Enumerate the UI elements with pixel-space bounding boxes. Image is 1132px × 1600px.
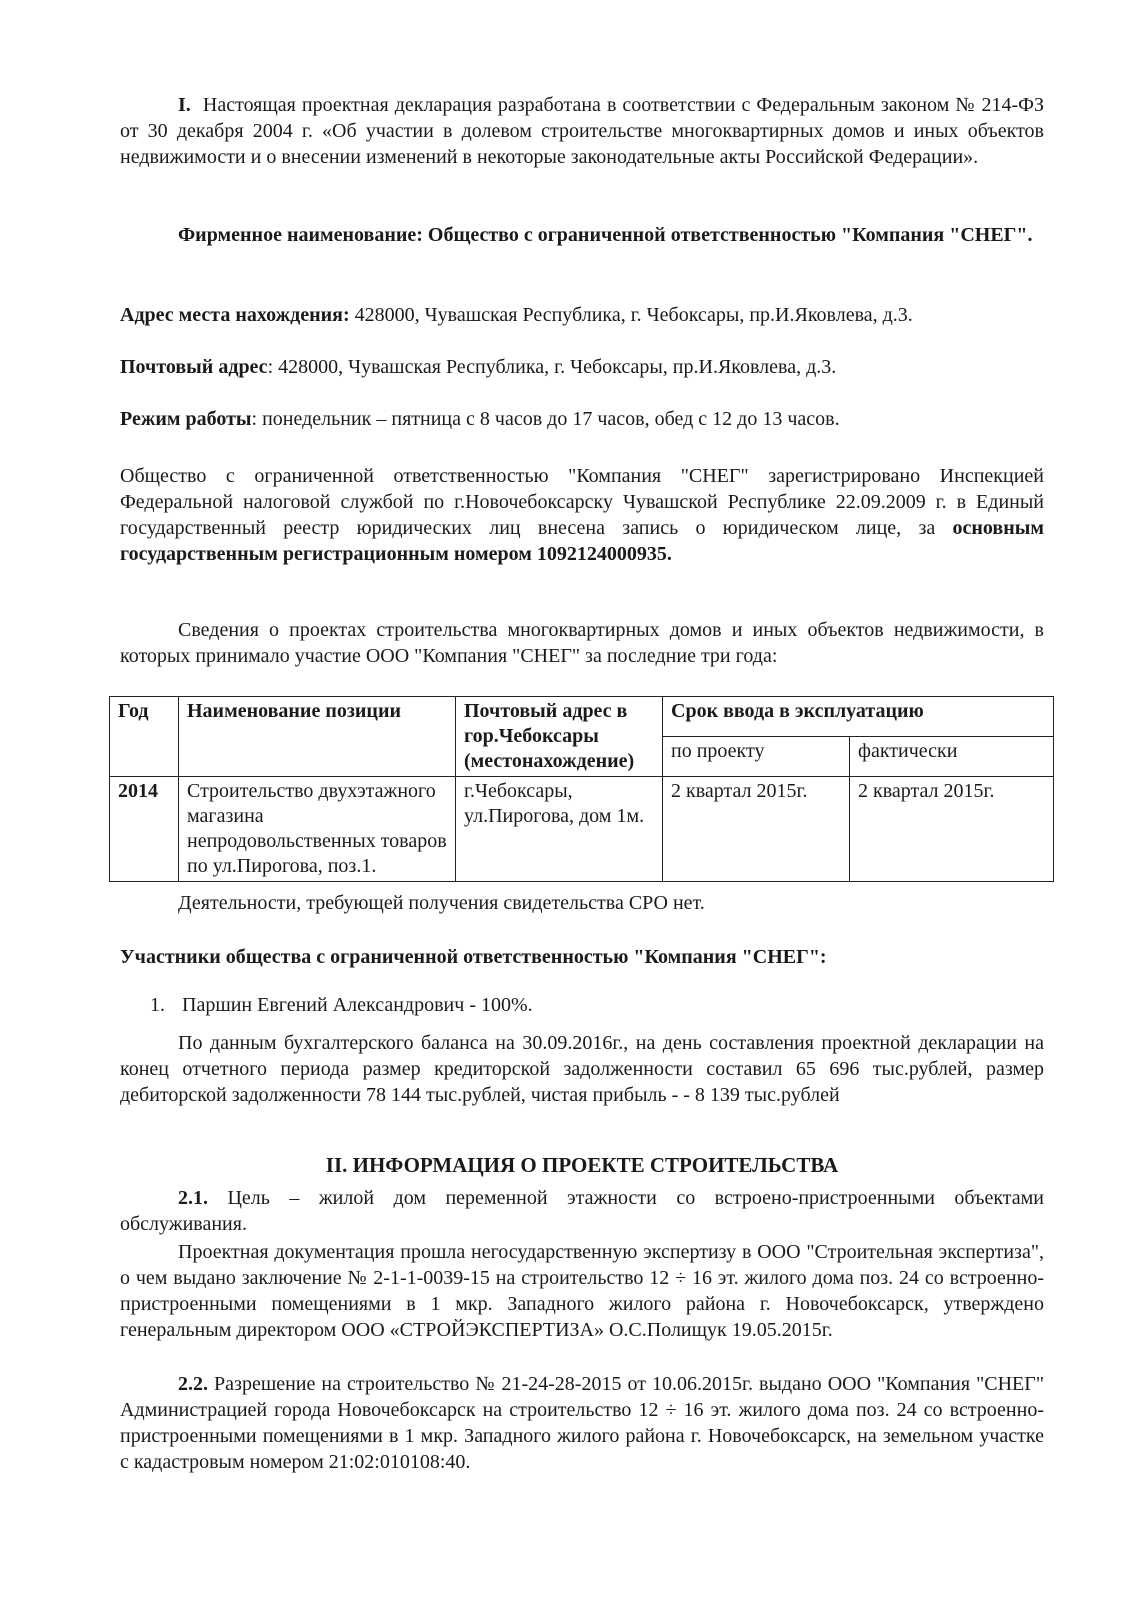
location-address-value: 428000, Чувашская Республика, г. Чебоксары, пр.И.Яковлева, д.3. [354,304,913,326]
postal-address-value: 428000, Чувашская Республика, г. Чебоксары, пр.И.Яковлева, д.3. [278,356,837,378]
firm-name-label: Фирменное наименование [178,224,417,246]
working-hours: Режим работы: понедельник – пятница с 8 часов до 17 часов, обед с 12 до 13 часов. [120,408,840,430]
section-2-title: II. ИНФОРМАЦИЯ О ПРОЕКТЕ СТРОИТЕЛЬСТВА [325,1153,839,1177]
projects-intro: Сведения о проектах строительства многоквартирных домов и иных объектов недвижимости, в которых принимало участие ООО "Компания "СНЕГ" за последние три года: [120,619,1044,667]
expertise-paragraph: Проектная документация прошла негосударственную экспертизу в ООО "Строительная экспертиза", о чем выдано заключение № 2-1-1-0039-15 на строительство 12 ÷ 16 эт. жилого дома поз. 24 со встроенно-пристроенными помещениями в 1 мкр. Западного жилого района г. Новочебоксарск, утверждено генеральным директором ООО «СТРОЙЭКСПЕРТИЗА» О.С.Полищук 19.05.2015г. [120,1241,1044,1341]
cell-actual: 2 квартал 2015г. [850,777,1054,882]
balance-paragraph: По данным бухгалтерского баланса на 30.09.2016г., на день составления проектной декларации на конец отчетного периода размер кредиторской задолженности составил 65 696 тыс.рублей, размер дебиторской задолженности 78 144 тыс.рублей, чистая прибыль - - 8 139 тыс.рублей [120,1032,1044,1106]
section-numeral: I. [178,94,191,116]
cell-address: г.Чебоксары, ул.Пирогова, дом 1м. [456,777,663,882]
postal-address: Почтовый адрес: 428000, Чувашская Республика, г. Чебоксары, пр.И.Яковлева, д.3. [120,356,837,378]
list-item-text: Паршин Евгений Александрович - 100%. [182,994,533,1016]
paragraph-2-1-number: 2.1. [178,1187,208,1209]
header-plan: по проекту [663,737,850,777]
header-year: Год [110,697,179,777]
working-hours-label: Режим работы [120,408,252,430]
paragraph-2-1-text: Цель – жилой дом переменной этажности со встроено-пристроенными объектами обслуживания. [120,1187,1044,1235]
participants-heading: Участники общества с ограниченной ответственностью "Компания "СНЕГ": [120,946,827,968]
table-header-row [110,697,1054,737]
paragraph-2-2 [120,1371,1044,1475]
paragraph-2-2-number: 2.2. [178,1373,208,1395]
header-address: Почтовый адрес в гор.Чебоксары (местонахождение) [456,697,663,777]
location-address-label: Адрес места нахождения: [120,304,350,326]
paragraph-2-1 [120,1185,1044,1237]
postal-address-label: Почтовый адрес [120,356,268,378]
sro-statement: Деятельности, требующей получения свидетельства СРО нет. [178,892,705,914]
header-actual: фактически [850,737,1054,777]
registration-text: Общество с ограниченной ответственностью "Компания "СНЕГ" зарегистрировано Инспекцией Федеральной налоговой службой по г.Новочебоксарску Чувашской Республике 22.09.2009 г. в Единый государственный реестр юридических лиц внесена запись о юридическом лице, за [120,465,1044,539]
intro-paragraph [120,92,1044,170]
intro-text: Настоящая проектная декларация разработана в соответствии с Федеральным законом № 214-ФЗ от 30 декабря 2004 г. «Об участии в долевом строительстве многоквартирных домов и иных объектов недвижимости и о внесении изменений в некоторые законодательные акты Российской Федерации». [120,94,1045,168]
table-row [110,777,1054,882]
cell-year: 2014 [110,777,179,882]
list-item-number: 1. [150,994,165,1016]
header-name: Наименование позиции [179,697,456,777]
header-term: Срок ввода в эксплуатацию [663,697,1054,737]
registration-number: основным государственным регистрационным номером 1092124000935. [120,517,1044,565]
firm-name-value: Общество с ограниченной ответственностью "Компания "СНЕГ". [427,224,1033,246]
firm-name: Фирменное наименование: Общество с ограниченной ответственностью "Компания "СНЕГ". [178,224,1033,246]
working-hours-value: понедельник – пятница с 8 часов до 17 часов, обед с 12 до 13 часов. [262,408,840,430]
registration-paragraph [120,463,1044,567]
paragraph-2-2-text: Разрешение на строительство № 21-24-28-2015 от 10.06.2015г. выдано ООО "Компания "СНЕГ" Администрацией города Новочебоксарск на строительство 12 ÷ 16 эт. жилого дома поз. 24 со встроенно-пристроенными помещениями в 1 мкр. Западного жилого района г. Новочебоксарск, на земельном участке с кадастровым номером 21:02:010108:40. [120,1373,1044,1473]
location-address [120,302,1044,328]
participants-list [150,992,533,1018]
projects-table [109,696,1054,882]
list-item [150,992,533,1018]
cell-name: Строительство двухэтажного магазина непродовольственных товаров по ул.Пирогова, поз.1. [179,777,456,882]
cell-plan: 2 квартал 2015г. [663,777,850,882]
